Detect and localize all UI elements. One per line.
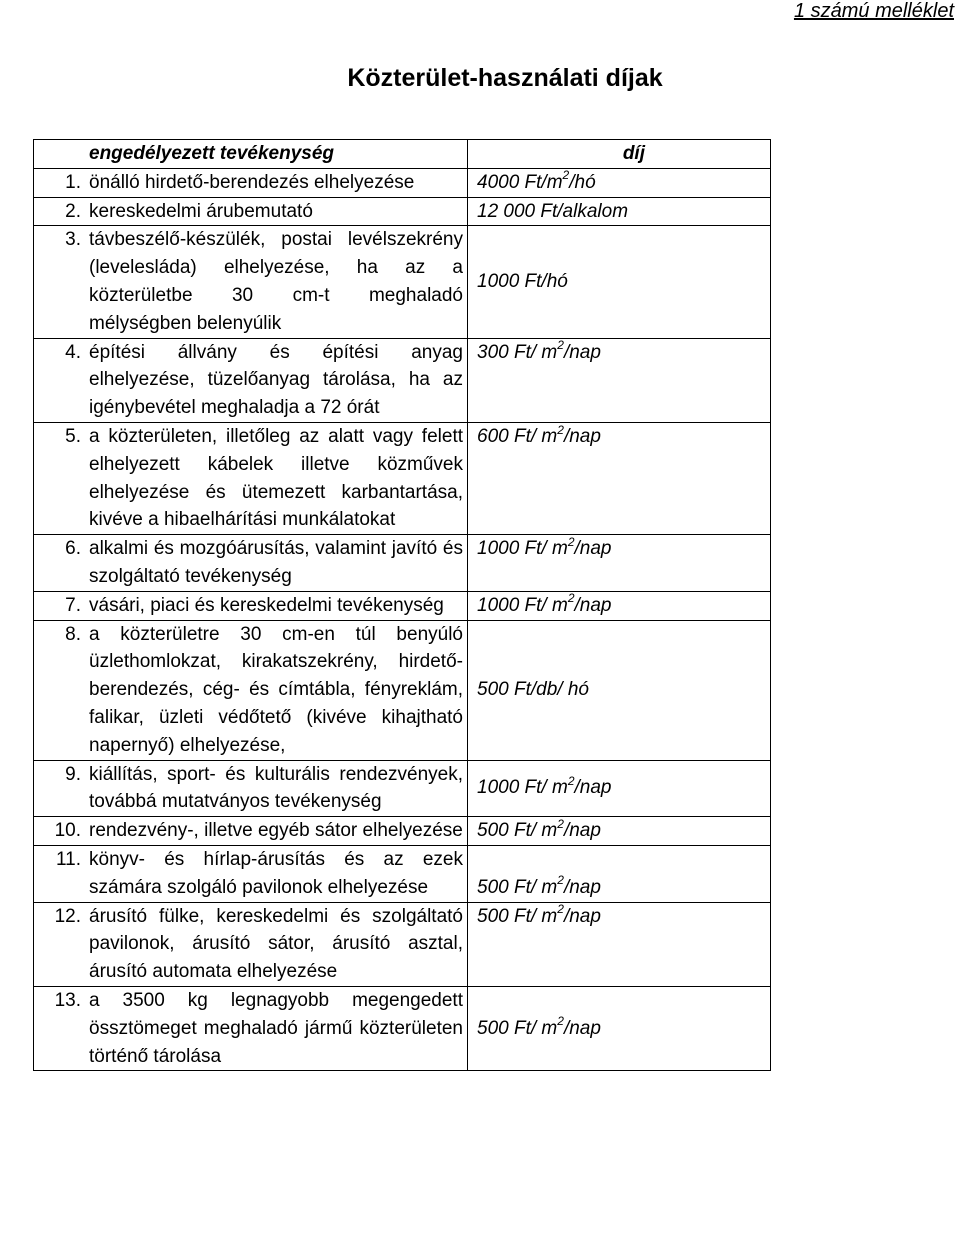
row-activity: kiállítás, sport- és kulturális rendezvények, továbbá mutatványos tevékenység bbox=[85, 760, 468, 817]
fee-period: /nap bbox=[574, 777, 612, 799]
fee-period: /nap bbox=[563, 425, 601, 447]
row-number: 1. bbox=[34, 168, 86, 197]
fee-amount: 500 Ft/ m bbox=[477, 905, 558, 927]
fee-period: /nap bbox=[563, 876, 601, 898]
table-row bbox=[34, 535, 771, 592]
fee-unit-exponent: 2 bbox=[557, 338, 564, 353]
fee-amount: 500 Ft/db/ hó bbox=[477, 679, 589, 701]
fee-period: /nap bbox=[563, 1017, 601, 1039]
table-row bbox=[34, 760, 771, 817]
table-row bbox=[34, 168, 771, 197]
row-fee bbox=[468, 338, 771, 422]
fee-unit-exponent: 2 bbox=[557, 422, 564, 437]
row-fee bbox=[468, 168, 771, 197]
page-title: Közterület-használati díjak bbox=[347, 64, 663, 92]
row-fee bbox=[468, 535, 771, 592]
row-fee bbox=[468, 422, 771, 534]
row-activity: önálló hirdető-berendezés elhelyezése bbox=[85, 168, 468, 197]
fee-amount: 4000 Ft/m bbox=[477, 171, 563, 193]
fee-amount: 1000 Ft/ m bbox=[477, 538, 568, 560]
row-fee bbox=[468, 591, 771, 620]
table-row bbox=[34, 986, 771, 1070]
row-number: 11. bbox=[34, 845, 86, 902]
fee-amount: 600 Ft/ m bbox=[477, 425, 558, 447]
table-header-row bbox=[34, 140, 771, 169]
table-row bbox=[34, 422, 771, 534]
fee-unit-exponent: 2 bbox=[557, 902, 564, 917]
fee-unit-exponent: 2 bbox=[557, 1014, 564, 1029]
table-row bbox=[34, 817, 771, 846]
row-activity: vásári, piaci és kereskedelmi tevékenység bbox=[85, 591, 468, 620]
row-number: 12. bbox=[34, 902, 86, 986]
header-fee: díj bbox=[468, 140, 771, 169]
row-activity: rendezvény-, illetve egyéb sátor elhelyezése bbox=[85, 817, 468, 846]
fee-amount: 1000 Ft/ m bbox=[477, 777, 568, 799]
row-activity: építési állvány és építési anyag elhelyezése, tüzelőanyag tárolása, ha az igénybevétel meghaladja a 72 órát bbox=[85, 338, 468, 422]
row-activity: alkalmi és mozgóárusítás, valamint javító és szolgáltató tevékenység bbox=[85, 535, 468, 592]
row-fee bbox=[468, 760, 771, 817]
header-num-cell bbox=[34, 140, 86, 169]
fee-period: /nap bbox=[563, 905, 601, 927]
row-activity: árusító fülke, kereskedelmi és szolgáltató pavilonok, árusító sátor, árusító asztal, árusító automata elhelyezése bbox=[85, 902, 468, 986]
fee-period: /nap bbox=[574, 594, 612, 616]
fee-amount: 500 Ft/ m bbox=[477, 820, 558, 842]
row-activity: távbeszélő-készülék, postai levélszekrény (levelesláda) elhelyezése, ha az a közterületbe 30 cm-t meghaladó mélységben belenyúlik bbox=[85, 226, 468, 338]
fee-unit-exponent: 2 bbox=[557, 816, 564, 831]
table-row bbox=[34, 620, 771, 760]
row-number: 4. bbox=[34, 338, 86, 422]
row-fee bbox=[468, 986, 771, 1070]
fee-unit-exponent: 2 bbox=[567, 534, 575, 549]
header-activity: engedélyezett tevékenység bbox=[85, 140, 468, 169]
table-row bbox=[34, 591, 771, 620]
fee-amount: 300 Ft/ m bbox=[477, 341, 558, 363]
row-activity: könyv- és hírlap-árusítás és az ezek számára szolgáló pavilonok elhelyezése bbox=[85, 845, 468, 902]
table-row bbox=[34, 197, 771, 226]
fee-amount: 500 Ft/ m bbox=[477, 876, 558, 898]
row-activity: a közterületen, illetőleg az alatt vagy felett elhelyezett kábelek illetve közművek elhelyezése és ütemezett karbantartása, kivéve a hibaelhárítási munkálatokat bbox=[85, 422, 468, 534]
fee-unit-exponent: 2 bbox=[557, 873, 564, 888]
row-fee bbox=[468, 817, 771, 846]
row-number: 9. bbox=[34, 760, 86, 817]
fee-unit-exponent: 2 bbox=[562, 168, 570, 183]
fee-amount: 500 Ft/ m bbox=[477, 1017, 558, 1039]
fee-unit-exponent: 2 bbox=[567, 774, 575, 789]
row-fee bbox=[468, 620, 771, 760]
row-fee bbox=[468, 845, 771, 902]
row-number: 8. bbox=[34, 620, 86, 760]
fee-table bbox=[33, 139, 771, 1071]
row-number: 7. bbox=[34, 591, 86, 620]
fee-amount: 12 000 Ft/alkalom bbox=[477, 200, 629, 222]
fee-period: /hó bbox=[569, 171, 596, 193]
fee-period: /nap bbox=[563, 820, 601, 842]
row-number: 6. bbox=[34, 535, 86, 592]
row-fee bbox=[468, 902, 771, 986]
table-row bbox=[34, 226, 771, 338]
row-number: 3. bbox=[34, 226, 86, 338]
row-activity: a 3500 kg legnagyobb megengedett össztömeget meghaladó jármű közterületen történő tárolása bbox=[85, 986, 468, 1070]
row-number: 13. bbox=[34, 986, 86, 1070]
row-activity: a közterületre 30 cm-en túl benyúló üzlethomlokzat, kirakatszekrény, hirdető-berendezés, cég- és címtábla, fényreklám, falikar, üzleti védőtető (kivéve kihajtható napernyő) elhelyezése, bbox=[85, 620, 468, 760]
fee-period: /nap bbox=[563, 341, 601, 363]
table-row bbox=[34, 845, 771, 902]
table-row bbox=[34, 902, 771, 986]
fee-amount: 1000 Ft/ m bbox=[477, 594, 568, 616]
fee-unit-exponent: 2 bbox=[567, 591, 575, 606]
annex-label: 1 számú melléklet bbox=[793, 0, 954, 22]
row-number: 5. bbox=[34, 422, 86, 534]
row-fee bbox=[468, 197, 771, 226]
row-number: 2. bbox=[34, 197, 86, 226]
fee-amount: 1000 Ft/hó bbox=[477, 271, 568, 293]
row-number: 10. bbox=[34, 817, 86, 846]
table-row bbox=[34, 338, 771, 422]
fee-period: /nap bbox=[574, 538, 612, 560]
row-activity: kereskedelmi árubemutató bbox=[85, 197, 468, 226]
row-fee bbox=[468, 226, 771, 338]
